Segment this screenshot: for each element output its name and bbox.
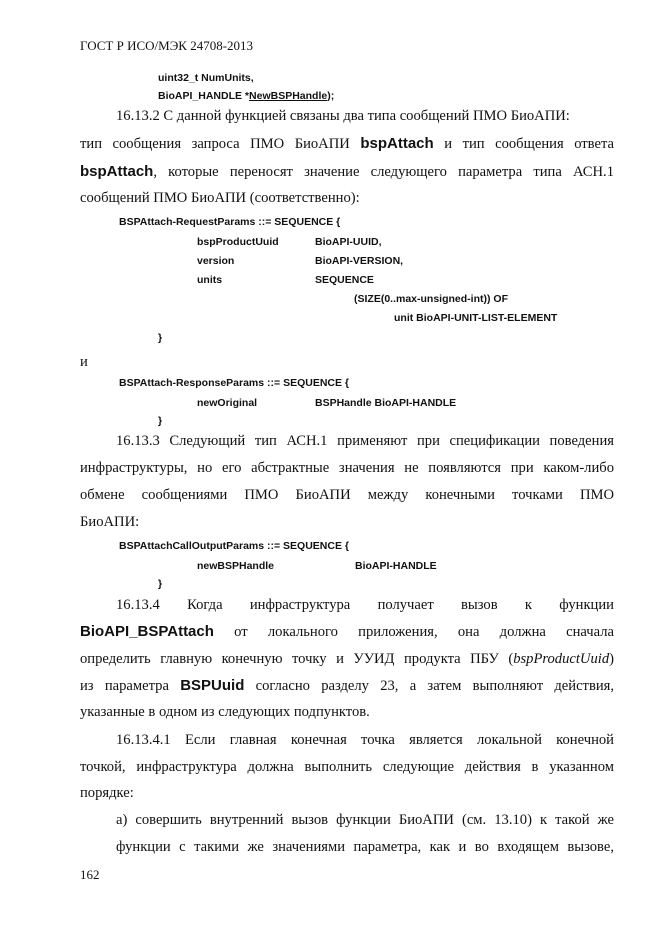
para-16-13-4-1-line-3: порядке: xyxy=(80,785,134,801)
para-16-13-4-line-2 xyxy=(80,622,614,642)
para-16-13-2-line-3 xyxy=(80,162,614,182)
para-16-13-3-line-2: инфраструктуры, но его абстрактные значения не появляются при каком-либо xyxy=(80,460,614,476)
code-request-field-name: bspProductUuid xyxy=(197,236,279,248)
term-bspuuid: BSPUuid xyxy=(180,677,245,694)
code-request-field-name: version xyxy=(197,255,235,267)
para-16-13-4-line-3 xyxy=(80,649,614,669)
code-line-handle xyxy=(158,90,334,102)
code-request-field-type: BioAPI-UUID, xyxy=(315,236,382,248)
para-text: , которые переносят значение следующего параметра типа АСН.1 xyxy=(153,164,614,180)
para-text: от локального приложения, она должна сначала xyxy=(234,624,614,640)
term-bspproductuuid: bspProductUuid xyxy=(513,651,610,667)
code-request-size: (SIZE(0..max-unsigned-int)) OF xyxy=(354,293,508,305)
para-16-13-4-line-4 xyxy=(80,676,614,696)
code-call-head: BSPAttachCallOutputParams ::= SEQUENCE { xyxy=(119,540,349,552)
para-16-13-4-line-1: 16.13.4 Когда инфраструктура получает вызов к функции xyxy=(116,597,614,613)
para-16-13-4-line-5: указанные в одном из следующих подпунктов. xyxy=(80,704,370,720)
code-request-unit: unit BioAPI-UNIT-LIST-ELEMENT xyxy=(394,312,558,324)
code-handle-pre: BioAPI_HANDLE * xyxy=(158,90,250,102)
page-number: 162 xyxy=(80,867,100,882)
para-16-13-4-1-line-1: 16.13.4.1 Если главная конечная точка является локальной конечной xyxy=(116,732,614,748)
page-header: ГОСТ Р ИСО/МЭК 24708-2013 xyxy=(80,38,254,53)
para-text: согласно разделу 23, а затем выполняют действия, xyxy=(255,678,614,694)
para-text: тип сообщения запроса ПМО БиоАПИ xyxy=(80,136,350,152)
para-16-13-3-line-4: БиоАПИ: xyxy=(80,514,140,530)
code-call-close: } xyxy=(158,578,163,590)
code-request-field-name: units xyxy=(197,274,223,286)
code-handle-post: ); xyxy=(327,90,335,102)
code-request-close: } xyxy=(158,332,163,344)
term-bspattach: bspAttach xyxy=(360,135,434,152)
para-16-13-2-line-1: 16.13.2 С данной функцией связаны два типа сообщений ПМО БиоАПИ: xyxy=(116,108,570,124)
para-16-13-3-line-1: 16.13.3 Следующий тип АСН.1 применяют при спецификации поведения xyxy=(116,433,614,449)
code-call-field-type: BioAPI-HANDLE xyxy=(355,560,437,572)
para-text: и тип сообщения ответа xyxy=(444,136,614,152)
code-response-close: } xyxy=(158,415,163,427)
code-handle-underlined: NewBSPHandle xyxy=(249,90,328,102)
conjunction-and: и xyxy=(80,354,88,370)
code-response-field-name: newOriginal xyxy=(197,397,258,409)
code-request-field-type: BioAPI-VERSION, xyxy=(315,255,404,267)
para-16-13-3-line-3: обмене сообщениями ПМО БиоАПИ между конечными точками ПМО xyxy=(80,487,614,503)
list-item-a-line-2: функции с такими же значениями параметра, как и во входящем вызове, xyxy=(116,839,614,855)
term-bspattach: bspAttach xyxy=(80,163,154,180)
para-text: из параметра xyxy=(80,678,169,694)
list-item-a-line-1: а) совершить внутренний вызов функции БиоАПИ (см. 13.10) к такой же xyxy=(116,812,614,828)
term-bioapi-bspattach: BioAPI_BSPAttach xyxy=(80,623,214,640)
code-response-field-type: BSPHandle BioAPI-HANDLE xyxy=(315,397,457,409)
para-16-13-2-line-2 xyxy=(80,134,614,154)
para-text: ) xyxy=(609,651,614,667)
code-response-head: BSPAttach-ResponseParams ::= SEQUENCE { xyxy=(119,377,349,389)
para-16-13-2-line-4: сообщений ПМО БиоАПИ (соответственно): xyxy=(80,190,360,206)
para-text: определить главную конечную точку и УУИД продукта ПБУ ( xyxy=(80,651,514,667)
code-call-field-name: newBSPHandle xyxy=(197,560,275,572)
code-line-numunits: uint32_t NumUnits, xyxy=(158,72,254,84)
para-16-13-4-1-line-2: точкой, инфраструктура должна выполнить следующие действия в указанном xyxy=(80,759,614,775)
code-request-field-type: SEQUENCE xyxy=(315,274,374,286)
code-request-head: BSPAttach-RequestParams ::= SEQUENCE { xyxy=(119,216,341,228)
